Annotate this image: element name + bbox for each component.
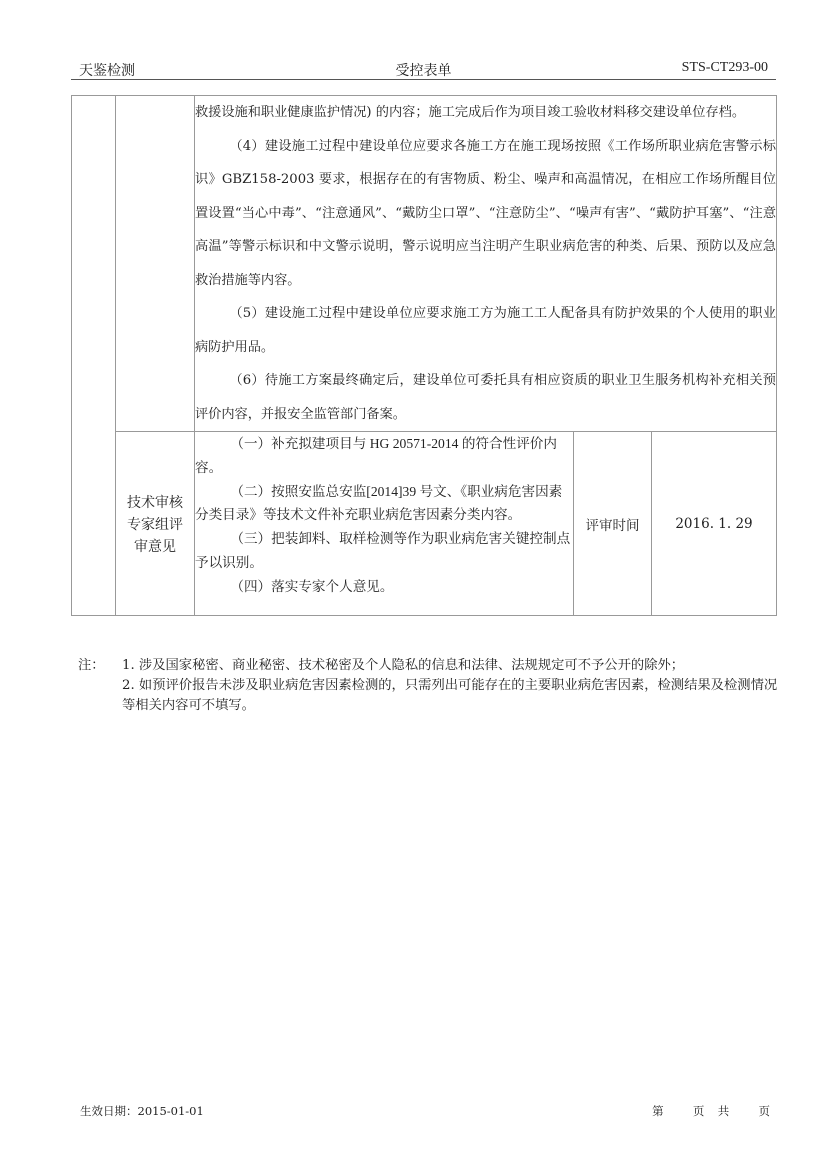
notes-label: 注：	[78, 658, 105, 673]
expert-review-label	[116, 432, 195, 616]
measures-text-cell	[195, 96, 777, 432]
paragraph: （5）建设施工过程中建设单位应要求施工方为施工工人配备具有防护效果的个人使用的职业病防护用品。	[195, 306, 776, 355]
opinion-item: （一）补充拟建项目与 HG 20571-2014 的符合性评价内容。	[195, 436, 557, 475]
table-row-expert-review	[72, 432, 777, 616]
label-line: 专家组评	[127, 515, 183, 532]
note-item: 2. 如预评价报告未涉及职业病危害因素检测的，只需列出可能存在的主要职业病危害因素，检测结果及检测情况等相关内容可不填写。	[122, 678, 778, 713]
opinion-item: （三）把装卸料、取样检测等作为职业病危害关键控制点予以识别。	[195, 531, 571, 570]
header-title: 受控表单	[395, 63, 452, 79]
page-label: 页	[692, 1104, 705, 1118]
paragraph: （4）建设施工过程中建设单位应要求各施工方在施工现场按照《工作场所职业病危害警示标识》GBZ158-2003 要求，根据存在的有害物质、粉尘、噪声和高温情况，在相应工作场所醒目位置设置“当心中毒”、“注意通风”、“戴防尘口罩”、“注意防尘”、“噪声有害”、“戴防护耳塞”、“注意高温”等警示标识和中文警示说明，警示说明应当注明产生职业病危害的种类、后果、预防以及应急救治措施等内容。	[195, 138, 777, 288]
expert-review-opinions	[195, 432, 574, 616]
page-label: 第	[652, 1104, 664, 1118]
opinion-item: （四）落实专家个人意见。	[230, 578, 394, 594]
review-table	[71, 95, 777, 616]
page-number	[652, 1103, 770, 1119]
label-line: 审意见	[134, 537, 176, 554]
empty-cell	[72, 96, 116, 616]
page-label: 页	[758, 1104, 770, 1118]
paragraph: （6）待施工方案最终确定后，建设单位可委托具有相应资质的职业卫生服务机构补充相关预评价内容，并报安全监管部门备案。	[195, 373, 776, 422]
header-company: 天鉴检测	[79, 63, 135, 79]
empty-cell	[116, 96, 195, 432]
effective-date: 生效日期：2015-01-01	[80, 1104, 204, 1118]
page-label: 共	[717, 1104, 730, 1118]
note-item: 1. 涉及国家秘密、商业秘密、技术秘密及个人隐私的信息和法律、法规规定可不予公开的除外；	[122, 658, 685, 673]
review-time-value: 2016. 1. 29	[652, 432, 777, 616]
review-time-label: 评审时间	[574, 432, 652, 616]
opinion-item: （二）按照安监总安监[2014]39 号文、《职业病危害因素分类目录》等技术文件补充职业病危害因素分类内容。	[195, 483, 563, 523]
page-header	[71, 58, 776, 80]
table-row-continuation	[72, 96, 777, 432]
label-line: 技术审核	[127, 493, 183, 510]
paragraph: 救援设施和职业健康监护情况) 的内容；施工完成后作为项目竣工验收材料移交建设单位存档。	[195, 105, 746, 120]
header-doc-code: STS-CT293-00	[681, 60, 768, 75]
